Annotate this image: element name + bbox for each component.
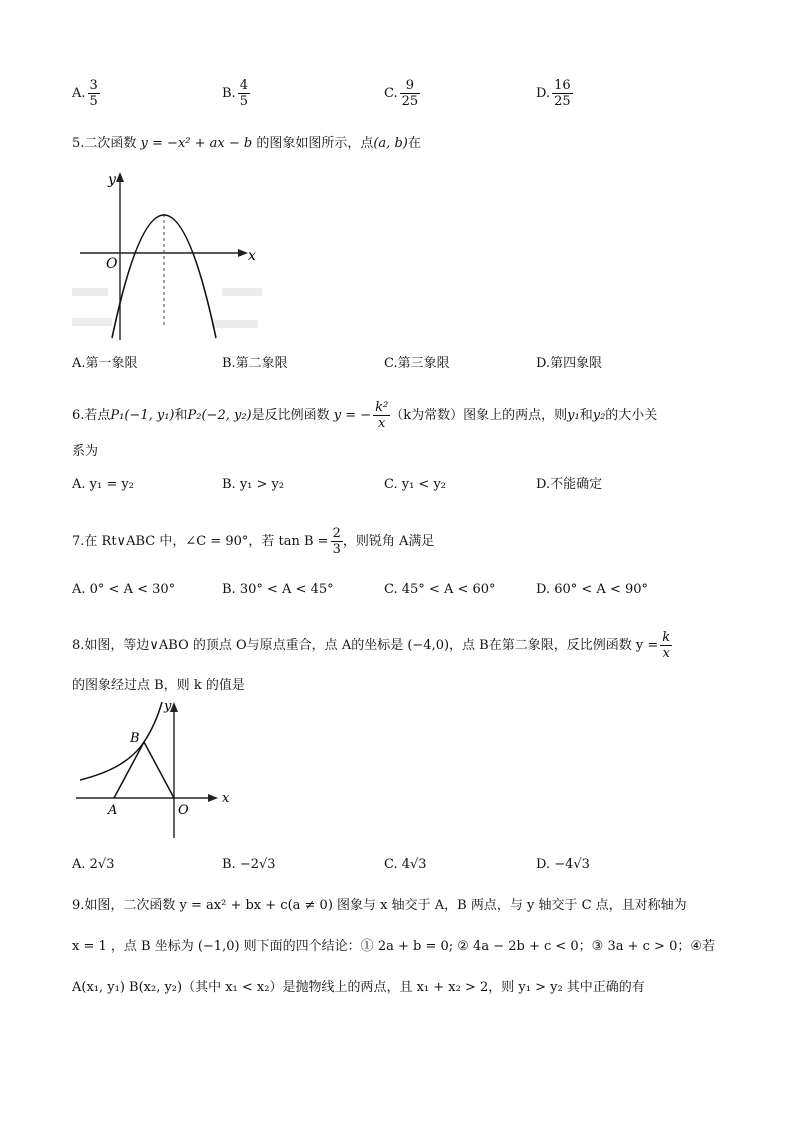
q4-option-c (384, 78, 420, 109)
q8-triangle-figure (72, 700, 242, 840)
q9-stem-line2: x = 1 ，点 B 坐标为 (−1,0) 则下面的四个结论：① 2a + b = 0; ② 4a − 2b + c < 0；③ 3a + c > 0；④若 (72, 939, 716, 954)
q6-tail: 的大小关 (605, 408, 658, 423)
q7-option-b: B. 30° < A < 45° (222, 582, 334, 597)
q6-y2: y₂ (592, 408, 606, 423)
q5-option-a: A.第一象限 (72, 356, 138, 371)
q4-option-d-label: D. (536, 86, 551, 101)
q6-func-num: k² (375, 400, 389, 415)
q6-option-b: B. y₁ > y₂ (222, 477, 285, 492)
q6-p1: P₁(−1, y₁) (110, 408, 175, 423)
q4-b-den: 5 (239, 94, 248, 109)
q7-stem-post: ，则锐角 A满足 (342, 534, 435, 549)
q6-option-a: A. y₁ = y₂ (72, 477, 134, 492)
q7-num: 2 (332, 526, 341, 541)
q4-option-b-label: B. (222, 86, 236, 101)
q7-fraction (331, 526, 343, 557)
q7-stem (72, 526, 434, 557)
q6-mid: 是反比例函数 (251, 408, 330, 423)
q8-fig-y-label: y (164, 700, 172, 714)
q8-option-c: C. 4√3 (384, 857, 427, 872)
q5-stem-pre: 5.二次函数 (72, 136, 137, 151)
q6-option-d: D.不能确定 (536, 477, 603, 492)
q5-fig-origin-label: O (106, 256, 118, 272)
q6-option-c: C. y₁ < y₂ (384, 477, 447, 492)
q8-fraction (660, 630, 672, 661)
q6-p2: P₂(−2, y₂) (187, 408, 252, 423)
q8-num: k (662, 630, 671, 645)
q4-option-b (222, 78, 250, 109)
q5-point: (a, b) (373, 136, 408, 151)
q8-option-b: B. −2√3 (222, 857, 276, 872)
q5-stem (72, 134, 421, 154)
q5-option-d: D.第四象限 (536, 356, 603, 371)
q7-option-c: C. 45° < A < 60° (384, 582, 496, 597)
q8-den: x (662, 646, 670, 661)
q5-stem-end: 在 (407, 136, 421, 151)
q4-option-c-fraction (400, 78, 421, 109)
q6-y1: y₁ (567, 408, 580, 423)
q4-b-num: 4 (239, 78, 248, 93)
q7-den: 3 (332, 542, 341, 557)
q6-func-fraction (373, 400, 390, 431)
q8-fig-b-label: B (130, 731, 140, 746)
q4-option-c-label: C. (384, 86, 398, 101)
q5-fig-y-label: y (108, 172, 116, 188)
q4-a-num: 3 (89, 78, 98, 93)
q4-option-a-label: A. (72, 86, 86, 101)
q4-option-d-fraction (552, 78, 573, 109)
q6-paren: （k为常数）图象上的两点，则 (390, 408, 568, 423)
q8-fig-origin-label: O (178, 803, 189, 818)
q6-and2: 和 (579, 408, 593, 423)
q5-parabola-figure (72, 168, 272, 344)
q8-stem-text: 8.如图，等边∨ABO 的顶点 O与原点重合，点 A的坐标是 (−4,0)，点 B在第二象限，反比例函数 y = (72, 638, 659, 653)
q8-stem-line2: 的图象经过点 B，则 k 的值是 (72, 678, 245, 693)
q4-option-b-fraction (238, 78, 250, 109)
q8-option-a: A. 2√3 (72, 857, 115, 872)
q4-d-num: 16 (554, 78, 571, 93)
q5-option-c: C.第三象限 (384, 356, 450, 371)
q5-formula: y = −x² + ax − b (140, 136, 253, 151)
q6-stem-pre: 6.若点 (72, 408, 111, 423)
q6-and: 和 (174, 408, 188, 423)
q8-option-d: D. −4√3 (536, 857, 590, 872)
q4-option-a (72, 78, 100, 109)
q4-c-den: 25 (401, 94, 419, 109)
q4-option-d (536, 78, 573, 109)
q6-stem-line2: 系为 (72, 444, 99, 459)
q8-fig-a-label: A (108, 803, 118, 818)
q6-func-lhs: y = − (333, 408, 372, 423)
q5-stem-post: 的图象如图所示，点 (256, 136, 374, 151)
q4-a-den: 5 (89, 94, 98, 109)
q9-stem-line1: 9.如图，二次函数 y = ax² + bx + c(a ≠ 0) 图象与 x 轴交于 A，B 两点，与 y 轴交于 C 点，且对称轴为 (72, 898, 687, 913)
q6-func-den: x (378, 416, 386, 431)
q7-stem-pre: 7.在 Rt∨ABC 中，∠C = 90°，若 tan B = (72, 534, 329, 549)
q4-option-a-fraction (88, 78, 100, 109)
q4-c-num: 9 (400, 78, 421, 94)
q7-option-a: A. 0° < A < 30° (72, 582, 176, 597)
q8-stem (72, 630, 672, 661)
q5-fig-x-label: x (248, 248, 256, 264)
q5-option-b: B.第二象限 (222, 356, 288, 371)
q9-stem-line3: A(x₁, y₁) B(x₂, y₂)（其中 x₁ < x₂）是抛物线上的两点，且 x₁ + x₂ > 2，则 y₁ > y₂ 其中正确的有 (72, 980, 645, 995)
q4-d-den: 25 (554, 94, 571, 109)
q6-stem (72, 400, 657, 431)
q8-fig-x-label: x (222, 791, 230, 806)
q7-option-d: D. 60° < A < 90° (536, 582, 649, 597)
